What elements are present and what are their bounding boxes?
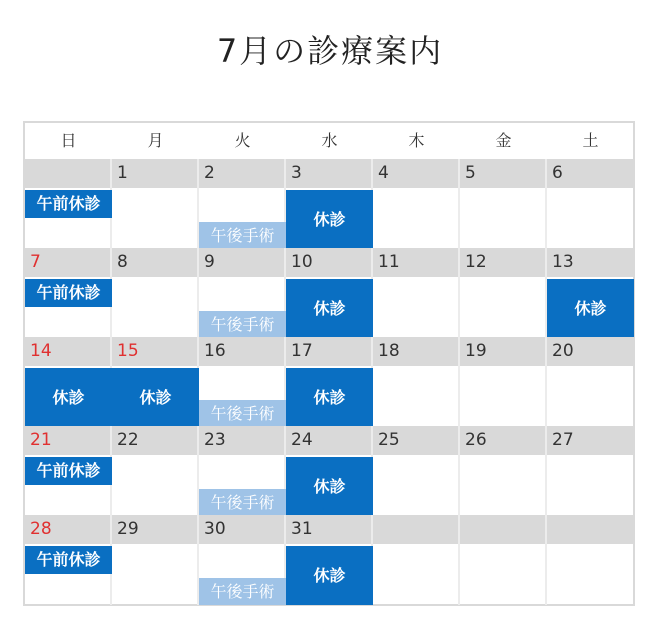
calendar-week-row — [25, 248, 633, 338]
calendar-day-cell — [460, 515, 547, 605]
weekday-label: 日 — [60, 131, 77, 150]
day-number: 18 — [378, 341, 400, 361]
calendar-day-cell — [25, 248, 112, 338]
calendar-day-cell — [199, 515, 286, 605]
day-number: 22 — [117, 430, 139, 450]
calendar-day-cell — [547, 337, 634, 427]
date-bar — [460, 515, 545, 544]
date-bar — [373, 515, 458, 544]
calendar-day-cell — [199, 426, 286, 516]
day-number: 30 — [204, 519, 226, 539]
day-number: 17 — [291, 341, 313, 361]
date-bar — [25, 159, 110, 188]
calendar-day-cell — [460, 426, 547, 516]
day-number: 13 — [552, 252, 574, 272]
closed-badge: 休診 — [286, 546, 373, 605]
pm-surgery-badge: 午後手術 — [199, 311, 286, 338]
calendar-day-cell — [547, 515, 634, 605]
day-number: 5 — [465, 163, 476, 183]
day-number: 23 — [204, 430, 226, 450]
closed-badge: 休診 — [286, 279, 373, 338]
calendar-week-row — [25, 515, 633, 605]
pm-surgery-badge: 午後手術 — [199, 489, 286, 516]
weekday-label: 土 — [582, 131, 599, 150]
calendar-week-row — [25, 337, 633, 427]
calendar-day-cell — [286, 248, 373, 338]
date-bar — [547, 515, 634, 544]
calendar-day-cell — [373, 159, 460, 249]
calendar-day-cell — [25, 337, 112, 427]
weekday-label: 月 — [147, 131, 164, 150]
calendar-day-cell — [286, 337, 373, 427]
day-number: 24 — [291, 430, 313, 450]
day-number: 9 — [204, 252, 215, 272]
day-number: 28 — [30, 519, 52, 539]
day-number: 1 — [117, 163, 128, 183]
calendar-day-cell — [460, 159, 547, 249]
weekday-label: 火 — [234, 131, 251, 150]
calendar-day-cell — [286, 426, 373, 516]
day-number: 8 — [117, 252, 128, 272]
calendar-day-cell — [286, 515, 373, 605]
calendar-day-cell — [112, 337, 199, 427]
calendar-day-cell — [25, 426, 112, 516]
day-number: 27 — [552, 430, 574, 450]
calendar-day-cell — [25, 515, 112, 605]
day-number: 31 — [291, 519, 313, 539]
calendar-day-cell — [112, 159, 199, 249]
closed-badge: 休診 — [286, 457, 373, 516]
day-number: 19 — [465, 341, 487, 361]
day-number: 26 — [465, 430, 487, 450]
am-closed-badge: 午前休診 — [25, 457, 112, 485]
calendar-day-cell — [286, 159, 373, 249]
day-number: 7 — [30, 252, 41, 272]
calendar-day-cell — [199, 248, 286, 338]
closed-badge: 休診 — [286, 368, 373, 427]
calendar-day-cell — [199, 337, 286, 427]
pm-surgery-badge: 午後手術 — [199, 222, 286, 249]
weekday-label: 金 — [495, 131, 512, 150]
day-number: 3 — [291, 163, 302, 183]
calendar-week-row — [25, 426, 633, 516]
closed-badge: 休診 — [286, 190, 373, 249]
day-number: 15 — [117, 341, 139, 361]
day-number: 10 — [291, 252, 313, 272]
day-number: 16 — [204, 341, 226, 361]
page-title: 7月の診療案内 — [216, 32, 444, 70]
weekday-label: 水 — [321, 131, 338, 150]
day-number: 6 — [552, 163, 563, 183]
am-closed-badge: 午前休診 — [25, 279, 112, 307]
closed-badge: 休診 — [25, 368, 112, 427]
weekday-label: 木 — [408, 131, 425, 150]
day-number: 2 — [204, 163, 215, 183]
am-closed-badge: 午前休診 — [25, 546, 112, 574]
calendar-day-cell — [25, 159, 112, 249]
calendar-day-cell — [112, 426, 199, 516]
pm-surgery-badge: 午後手術 — [199, 400, 286, 427]
calendar-day-cell — [460, 337, 547, 427]
day-number: 4 — [378, 163, 389, 183]
day-number: 11 — [378, 252, 400, 272]
day-number: 29 — [117, 519, 139, 539]
day-number: 14 — [30, 341, 52, 361]
day-number: 21 — [30, 430, 52, 450]
pm-surgery-badge: 午後手術 — [199, 578, 286, 605]
calendar-day-cell — [460, 248, 547, 338]
closed-badge: 休診 — [112, 368, 199, 427]
closed-badge: 休診 — [547, 279, 634, 338]
day-number: 20 — [552, 341, 574, 361]
calendar-day-cell — [547, 248, 634, 338]
day-number: 12 — [465, 252, 487, 272]
calendar-day-cell — [199, 159, 286, 249]
calendar-day-cell — [112, 248, 199, 338]
calendar-week-row — [25, 159, 633, 249]
calendar-day-cell — [373, 515, 460, 605]
calendar-day-cell — [547, 426, 634, 516]
calendar-day-cell — [112, 515, 199, 605]
calendar-day-cell — [373, 426, 460, 516]
calendar-day-cell — [373, 248, 460, 338]
day-number: 25 — [378, 430, 400, 450]
calendar — [23, 121, 635, 606]
calendar-day-cell — [547, 159, 634, 249]
calendar-day-cell — [373, 337, 460, 427]
am-closed-badge: 午前休診 — [25, 190, 112, 218]
